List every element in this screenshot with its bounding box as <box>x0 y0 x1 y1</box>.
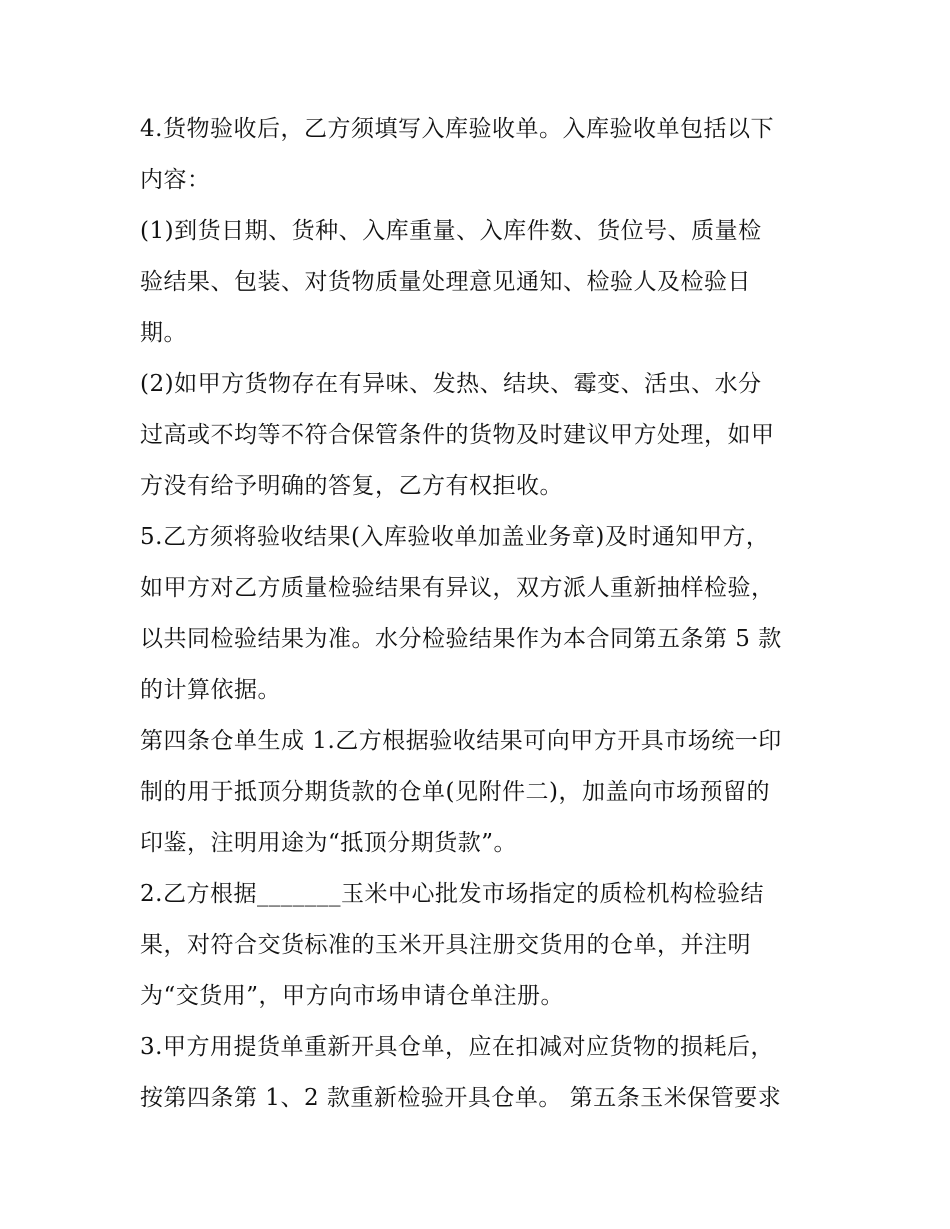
text-line: 果，对符合交货标准的玉米开具注册交货用的仓单，并注明 <box>140 932 751 958</box>
text-line: (2)如甲方货物存在有异味、发热、结块、霉变、活虫、水分 <box>140 371 762 397</box>
document-body <box>140 104 820 1124</box>
text-line: 5.乙方须将验收结果(入库验收单加盖业务章)及时通知甲方， <box>140 524 770 550</box>
text-line: 4.货物验收后，乙方须填写入库验收单。入库验收单包括以下 <box>140 116 774 142</box>
text-line: (1)到货日期、货种、入库重量、入库件数、货位号、质量检 <box>140 218 762 244</box>
text-line: 第四条仓单生成 1.乙方根据验收结果可向甲方开具市场统一印 <box>140 728 782 754</box>
text-line: 验结果、包装、对货物质量处理意见通知、检验人及检验日 <box>140 269 751 295</box>
text-line: 以共同检验结果为准。水分检验结果作为本合同第五条第 5 款 <box>140 626 782 652</box>
text-line: 的计算依据。 <box>140 677 281 703</box>
text-line: 如甲方对乙方质量检验结果有异议，双方派人重新抽样检验， <box>140 575 775 601</box>
text-line: 印鉴，注明用途为“抵顶分期货款”。 <box>140 830 518 856</box>
text-line: 3.甲方用提货单重新开具仓单，应在扣减对应货物的损耗后， <box>140 1034 774 1060</box>
text-line: 2.乙方根据_______玉米中心批发市场指定的质检机构检验结 <box>140 881 764 907</box>
text-line: 按第四条第 1、2 款重新检验开具仓单。 第五条玉米保管要求 <box>140 1085 782 1111</box>
text-line: 制的用于抵顶分期货款的仓单(见附件二)，加盖向市场预留的 <box>140 779 770 805</box>
text-line: 内容： <box>140 167 211 193</box>
text-line: 期。 <box>140 320 187 346</box>
text-line: 过高或不均等不符合保管条件的货物及时建议甲方处理，如甲 <box>140 422 775 448</box>
text-line: 为“交货用”，甲方向市场申请仓单注册。 <box>140 983 565 1009</box>
text-line: 方没有给予明确的答复，乙方有权拒收。 <box>140 473 563 499</box>
